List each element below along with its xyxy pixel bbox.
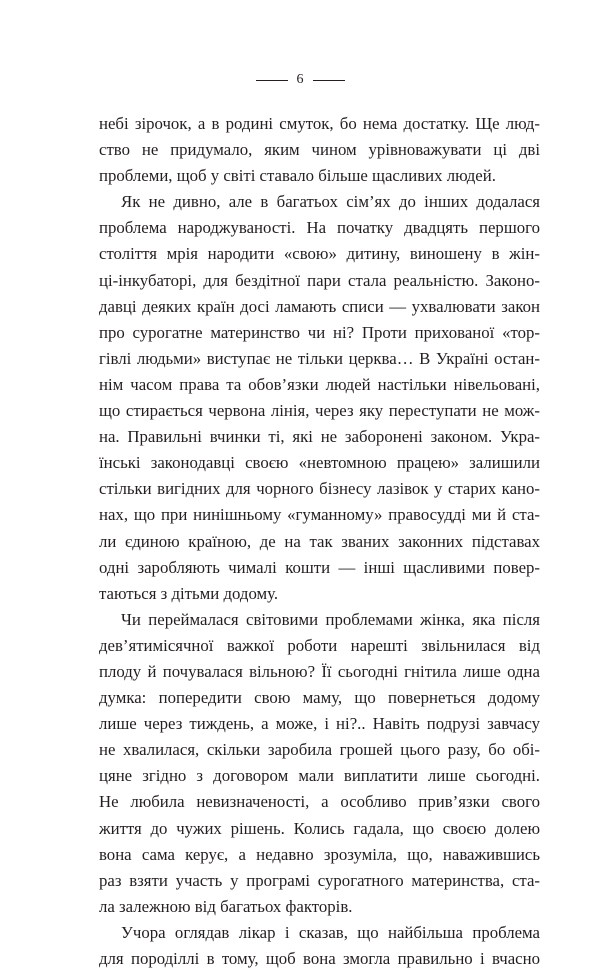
text-line: думка: попередити свою маму, що повернеться додому xyxy=(99,688,540,708)
text-line: стільки вигідних для чорного бізнесу лазівок у старих кано- xyxy=(99,479,540,499)
text-line: що стирається червона лінія, через яку переступати не мож- xyxy=(99,401,540,421)
paragraph xyxy=(99,607,540,920)
text-line: Не любила невизначеності, а особливо прив’язки свого xyxy=(99,792,540,812)
header-rule-right xyxy=(313,80,345,81)
text-line: ство не придумало, яким чином урівноважувати ці дві xyxy=(99,140,540,160)
paragraph xyxy=(99,189,540,607)
paragraph xyxy=(99,920,540,972)
page-number: 6 xyxy=(296,72,304,87)
text-line: нім часом права та обов’язки людей настільки нівельовані, xyxy=(99,374,540,394)
text-line: небі зірочок, а в родині смуток, бо нема достатку. Ще люд- xyxy=(99,114,540,133)
text-line: одні заробляють чималі кошти — інші щасливими повер- xyxy=(99,557,540,577)
text-line: не хвалилася, скільки заробила грошей цього разу, бо обі- xyxy=(99,740,540,760)
text-line: цяне згідно з договором мали виплатити лише сьогодні. xyxy=(99,766,540,786)
text-line: життя до чужих рішень. Колись гадала, що своєю долею xyxy=(99,818,540,838)
text-line: ці-інкубаторі, для бездітної пари стала реальністю. Законо- xyxy=(99,270,540,290)
text-line: раз взяти участь у програмі сурогатного материнства, ста- xyxy=(99,870,540,890)
text-line: проблема народжуваності. На початку двадцять першого xyxy=(99,218,540,238)
text-line: їнські законодавці своєю «невтомною працею» залишили xyxy=(99,453,540,473)
text-line: ли єдиною країною, де на так званих законних підставах xyxy=(99,531,540,551)
header-rule-left xyxy=(256,80,288,81)
text-line: лише через тиждень, а може, і ні?.. Навіть подрузі завчасу xyxy=(99,714,540,734)
page-header xyxy=(0,70,600,90)
text-line: гівлі людьми» виступає не тільки церква… В Україні остан- xyxy=(99,348,540,368)
text-line: проблеми, щоб у світі ставало більше щасливих людей. xyxy=(99,166,496,186)
text-line: століття мрія народити «свою» дитину, виношену в жін- xyxy=(99,244,540,264)
text-line: таються з дітьми додому. xyxy=(99,583,279,603)
text-line: про сурогатне материнство чи ні? Проти прихованої «тор- xyxy=(99,322,540,342)
text-line: плоду й почувалася вільною? Її сьогодні гнітила лише одна xyxy=(99,661,540,681)
text-line: Учора оглядав лікар і сказав, що найбільша проблема xyxy=(121,922,540,942)
text-line: для породіллі в тому, щоб вона змогла правильно і вчасно xyxy=(99,949,540,968)
text-line: на. Правильні вчинки ті, які не заборонені законом. Укра- xyxy=(99,427,540,447)
text-line: ла залежною від багатьох факторів. xyxy=(99,896,353,916)
paragraph xyxy=(99,111,540,189)
text-line: дев’ятимісячної важкої роботи нарешті звільнилася від xyxy=(99,635,540,655)
text-line: Чи переймалася світовими проблемами жінка, яка після xyxy=(121,609,540,629)
body-text xyxy=(99,111,540,972)
text-line: вона сама керує, а недавно зрозуміла, що, наважившись xyxy=(99,844,540,864)
text-line: нах, що при нинішньому «гуманному» правосудді ми й ста- xyxy=(99,505,540,525)
text-line: давці деяких країн досі ламають списи — ухвалювати закон xyxy=(99,296,540,316)
text-line: Як не дивно, але в багатьох сім’ях до інших додалася xyxy=(121,192,540,212)
